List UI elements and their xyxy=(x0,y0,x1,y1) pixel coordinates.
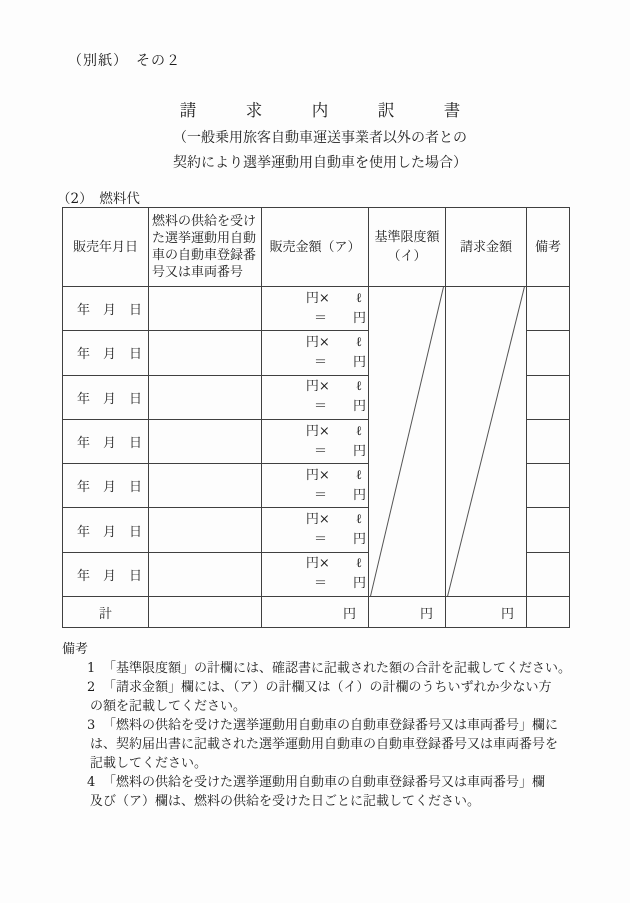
vehicle-number-cell xyxy=(149,331,262,375)
title-block xyxy=(0,100,630,176)
remarks-cell xyxy=(527,464,570,508)
vehicle-number-cell xyxy=(149,508,262,552)
page-subtitle-line1: （一般乗用旅客自動車運送事業者以外の者との xyxy=(173,130,467,146)
remark-text: 「請求金額」欄には、（ア）の計欄又は（イ）の計欄のうちいずれか少ない方 xyxy=(103,680,552,695)
vehicle-number-cell xyxy=(149,375,262,419)
fuel-cost-table xyxy=(62,207,570,628)
total-vehicle-cell xyxy=(149,597,262,628)
remarks-cell xyxy=(527,419,570,463)
header-sale-amount: 販売金額（ア） xyxy=(262,208,369,287)
sale-date-cell: 年 月 日 xyxy=(63,287,149,331)
table-row xyxy=(63,287,570,331)
remark-text: の額を記載してください。 xyxy=(90,699,247,714)
header-billing-amount: 請求金額 xyxy=(446,208,527,287)
remark-item xyxy=(62,659,571,678)
amount-formula: ＝ 円 xyxy=(313,487,366,503)
header-remarks: 備考 xyxy=(527,208,570,287)
remark-item xyxy=(62,716,571,773)
remarks-cell xyxy=(527,287,570,331)
page-subtitle-line2: 契約により選挙運動用自動車を使用した場合） xyxy=(173,155,467,171)
amount-formula: ＝ 円 xyxy=(313,310,366,326)
total-label-cell: 計 xyxy=(63,597,149,628)
section-label-fuel-cost: （2） 燃料代 xyxy=(57,191,140,207)
header-limit-amount: 基準限度額（イ） xyxy=(369,208,446,287)
remark-text: は、契約届出書に記載された選挙運動用自動車の自動車登録番号又は車両番号を xyxy=(90,737,559,752)
remark-number: 4 xyxy=(87,775,96,790)
sale-amount-cell xyxy=(262,419,369,463)
attachment-label: （別紙） その２ xyxy=(68,53,181,69)
remarks-heading: 備考 xyxy=(62,642,89,657)
billing-amount-merged-cell xyxy=(446,287,527,597)
sale-date-cell: 年 月 日 xyxy=(63,464,149,508)
remark-number: 2 xyxy=(87,680,96,695)
unit-price-formula: 円× ℓ xyxy=(305,379,362,395)
sale-amount-cell xyxy=(262,287,369,331)
remark-number: 3 xyxy=(87,718,96,733)
amount-formula: ＝ 円 xyxy=(313,399,366,415)
limit-amount-merged-cell xyxy=(369,287,446,597)
header-sale-date: 販売年月日 xyxy=(63,208,149,287)
total-billing-amount-cell: 円 xyxy=(446,597,527,628)
unit-price-formula: 円× ℓ xyxy=(305,290,362,306)
amount-formula: ＝ 円 xyxy=(313,532,366,548)
total-limit-amount-cell: 円 xyxy=(369,597,446,628)
remarks-cell xyxy=(527,552,570,596)
sale-amount-cell xyxy=(262,464,369,508)
remarks-cell xyxy=(527,508,570,552)
remark-item xyxy=(62,773,571,811)
remark-text: 記載してください。 xyxy=(90,756,208,771)
sale-date-cell: 年 月 日 xyxy=(63,419,149,463)
sale-date-cell: 年 月 日 xyxy=(63,552,149,596)
diagonal-slash xyxy=(369,287,445,596)
header-vehicle-number: 燃料の供給を受けた選挙運動用自動車の自動車登録番号又は車両番号 xyxy=(149,208,262,287)
remarks-section xyxy=(62,640,571,811)
unit-price-formula: 円× ℓ xyxy=(305,467,362,483)
sale-amount-cell xyxy=(262,331,369,375)
amount-formula: ＝ 円 xyxy=(313,443,366,459)
remark-text: 「基準限度額」の計欄には、確認書に記載された額の合計を記載してください。 xyxy=(103,661,572,676)
sale-date-cell: 年 月 日 xyxy=(63,331,149,375)
remarks-cell xyxy=(527,375,570,419)
vehicle-number-cell xyxy=(149,552,262,596)
vehicle-number-cell xyxy=(149,287,262,331)
remark-text: 「燃料の供給を受けた選挙運動用自動車の自動車登録番号又は車両番号」欄 xyxy=(103,775,546,790)
diagonal-slash xyxy=(446,287,526,596)
remark-item xyxy=(62,678,571,716)
vehicle-number-cell xyxy=(149,419,262,463)
table-total-row xyxy=(63,597,570,628)
unit-price-formula: 円× ℓ xyxy=(305,512,362,528)
unit-price-formula: 円× ℓ xyxy=(305,556,362,572)
remarks-cell xyxy=(527,331,570,375)
table-header-row xyxy=(63,208,570,287)
vehicle-number-cell xyxy=(149,464,262,508)
sale-amount-cell xyxy=(262,375,369,419)
total-remarks-cell xyxy=(527,597,570,628)
remark-text: 及び（ア）欄は、燃料の供給を受けた日ごとに記載してください。 xyxy=(90,794,481,809)
remark-text: 「燃料の供給を受けた選挙運動用自動車の自動車登録番号又は車両番号」欄に xyxy=(103,718,559,733)
unit-price-formula: 円× ℓ xyxy=(305,334,362,350)
page-title: 請 求 内 訳 書 xyxy=(179,101,461,120)
sale-amount-cell xyxy=(262,552,369,596)
unit-price-formula: 円× ℓ xyxy=(305,423,362,439)
amount-formula: ＝ 円 xyxy=(313,354,366,370)
sale-date-cell: 年 月 日 xyxy=(63,375,149,419)
total-sale-amount-cell: 円 xyxy=(262,597,369,628)
sale-amount-cell xyxy=(262,508,369,552)
remark-number: 1 xyxy=(87,661,96,676)
sale-date-cell: 年 月 日 xyxy=(63,508,149,552)
amount-formula: ＝ 円 xyxy=(313,576,366,592)
